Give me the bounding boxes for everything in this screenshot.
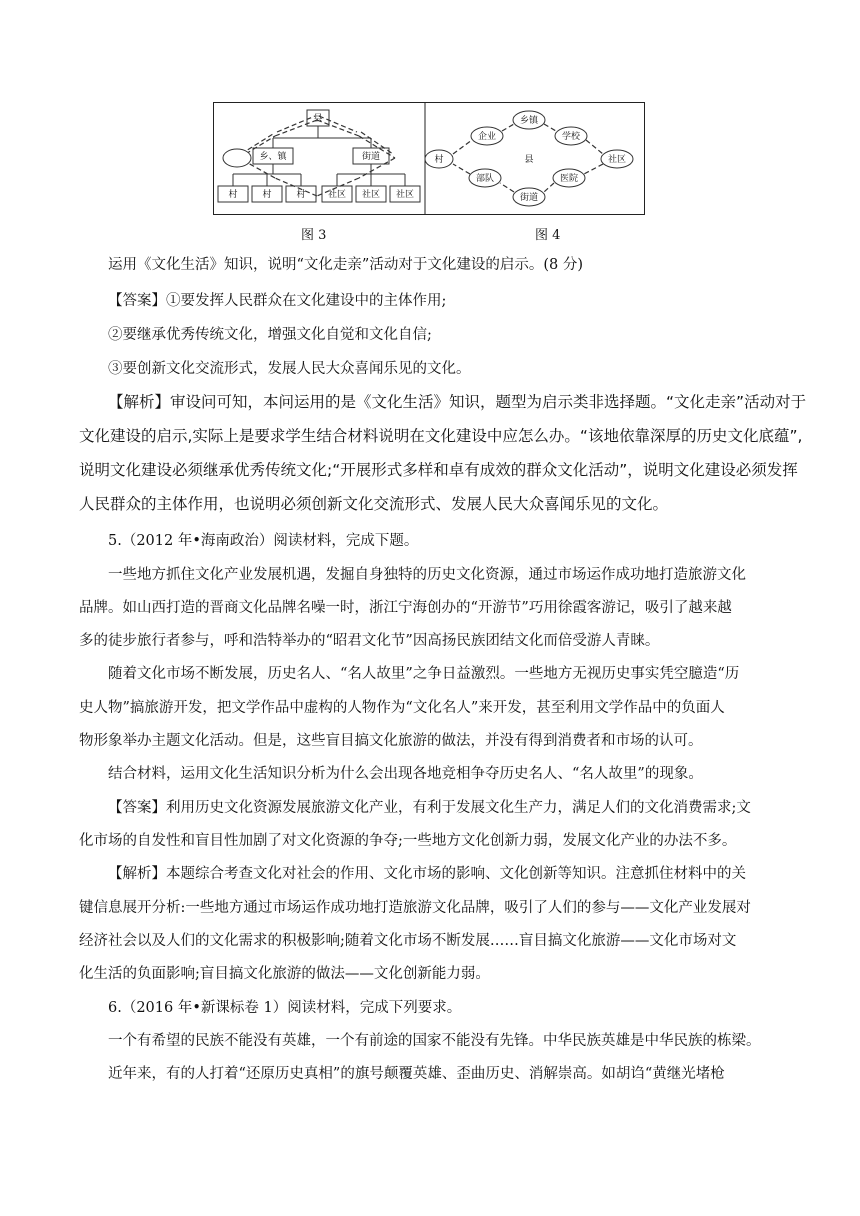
answer-line: ③要创新文化交流形式，发展人民大众喜闻乐见的文化。	[108, 361, 471, 377]
analysis-line: 文化建设的启示,实际上是要求学生结合材料说明在文化建设中应怎么办。“该地依靠深厚的历史文化底蕴”,	[79, 427, 803, 445]
fig3-node-village: 村	[228, 190, 238, 200]
fig4-node-community: 社区	[607, 155, 627, 165]
analysis-line: 【解析】审设问可知，本问运用的是《文化生活》知识，题型为启示类非选择题。“文化走亲”活动对于	[108, 393, 807, 411]
figure4-caption: 图 4	[535, 228, 561, 243]
fig4-node-county: 县	[524, 155, 534, 165]
fig4-node-village: 村	[434, 155, 444, 165]
figure3-caption: 图 3	[301, 228, 327, 243]
material-line: 一个有希望的民族不能没有英雄，一个有前途的国家不能没有先锋。中华民族英雄是中华民族的栋梁。	[108, 1033, 761, 1049]
fig3-node-community: 社区	[395, 190, 415, 200]
analysis-line: 经济社会以及人们的文化需求的积极影响;随着文化市场不断发展……盲目搞文化旅游——文化市场对文	[79, 933, 737, 949]
fig4-node-school: 学校	[561, 132, 581, 142]
analysis-line: 键信息展开分析:一些地方通过市场运作成功地打造旅游文化品牌，吸引了人们的参与——文化产业发展对	[79, 900, 751, 916]
analysis-line: 人民群众的主体作用，也说明必须创新文化交流形式、发展人民大众喜闻乐见的文化。	[79, 495, 669, 513]
figure4-nodes	[223, 149, 251, 167]
fig4-node-township: 乡镇	[519, 116, 539, 126]
fig4-node-army: 部队	[475, 174, 495, 184]
fig3-node-community: 社区	[327, 190, 347, 200]
material-line: 品牌。如山西打造的晋商文化品牌名噪一时，浙江宁海创办的“开游节”巧用徐霞客游记，吸引了越来越	[79, 600, 732, 616]
analysis-line: 【解析】本题综合考查文化对社会的作用、文化市场的影响、文化创新等知识。注意抓住材料中的关	[108, 866, 746, 882]
fig4-node-hospital: 医院	[559, 174, 579, 184]
fig3-node-street: 街道	[361, 152, 381, 162]
fig4-node-enterprise: 企业	[477, 132, 497, 142]
answer-line: 【答案】①要发挥人民群众在文化建设中的主体作用;	[108, 293, 447, 309]
answer-line: 化市场的自发性和盲目性加剧了对文化资源的争夺;一些地方文化创新力弱，发展文化产业的办法不多。	[79, 833, 737, 849]
question-heading: 5.（2012 年•海南政治）阅读材料，完成下题。	[108, 533, 419, 549]
material-line: 史人物”搞旅游开发，把文学作品中虚构的人物作为“文化名人”来开发，甚至利用文学作品中的负面人	[79, 700, 725, 716]
analysis-line: 说明文化建设必须继承优秀传统文化;“开展形式多样和卓有成效的群众文化活动”，说明文化建设必须发挥	[79, 461, 798, 479]
analysis-line: 化生活的负面影响;盲目搞文化旅游的做法——文化创新能力弱。	[79, 966, 490, 982]
question-line: 结合材料，运用文化生活知识分析为什么会出现各地竞相争夺历史名人、“名人故里”的现象。	[108, 766, 703, 782]
fig3-node-village: 村	[296, 190, 306, 200]
fig4-node-street: 街道	[519, 193, 539, 203]
answer-line: 【答案】利用历史文化资源发展旅游文化产业，有利于发展文化生产力，满足人们的文化消费需求;文	[108, 800, 751, 816]
material-line: 一些地方抓住文化产业发展机遇，发掘自身独特的历史文化资源，通过市场运作成功地打造旅游文化	[108, 567, 746, 583]
figures-svg	[213, 102, 645, 215]
material-line: 物形象举办主题文化活动。但是，这些盲目搞文化旅游的做法，并没有得到消费者和市场的认可。	[79, 733, 703, 749]
material-line: 近年来，有的人打着“还原历史真相”的旗号颠覆英雄、歪曲历史、消解崇高。如胡诌“黄继光堵枪	[108, 1066, 725, 1082]
material-line: 多的徒步旅行者参与，呼和浩特举办的“昭君文化节”因高扬民族团结文化而倍受游人青睐。	[79, 633, 660, 649]
answer-line: ②要继承优秀传统文化，增强文化自觉和文化自信;	[108, 327, 432, 343]
fig3-node-county: 县	[313, 114, 323, 124]
question-line: 运用《文化生活》知识，说明“文化走亲”活动对于文化建设的启示。(8 分)	[108, 257, 583, 273]
fig3-node-village: 村	[262, 190, 272, 200]
material-line: 随着文化市场不断发展，历史名人、“名人故里”之争日益激烈。一些地方无视历史事实凭空臆造“历	[108, 666, 740, 682]
fig3-node-township: 乡、镇	[259, 152, 287, 162]
fig3-node-community: 社区	[361, 190, 381, 200]
figures-panel	[213, 102, 645, 215]
question-heading: 6.（2016 年•新课标卷 1）阅读材料，完成下列要求。	[108, 1000, 462, 1016]
